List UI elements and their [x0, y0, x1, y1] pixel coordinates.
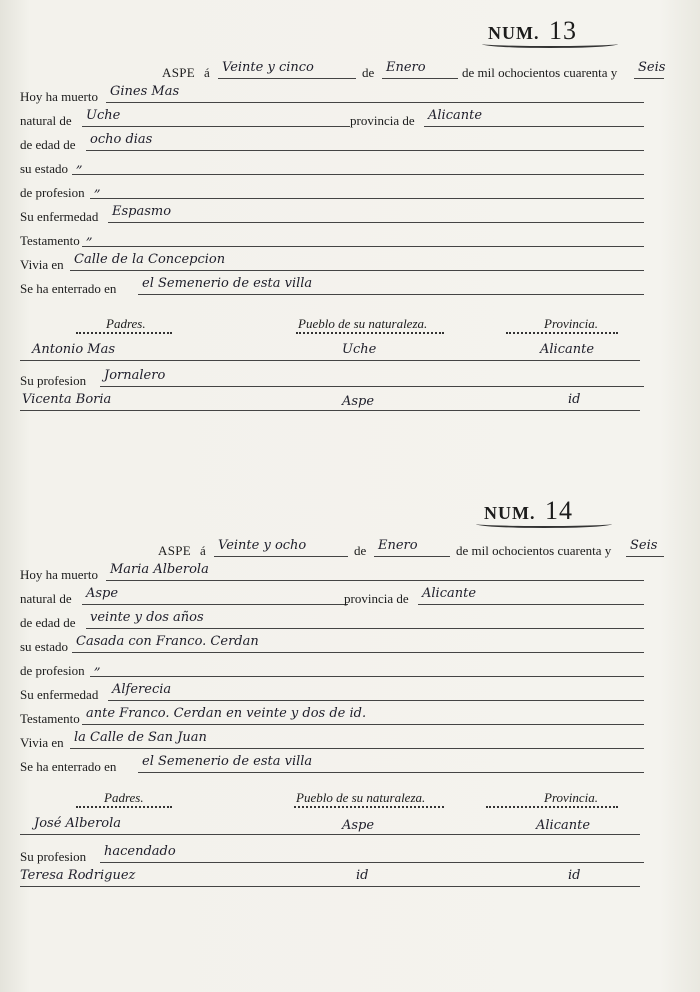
provincia-header: Provincia.	[544, 790, 599, 805]
natural-field: Uche	[82, 108, 350, 127]
month-field: Enero	[374, 538, 450, 557]
edad-label: de edad de	[20, 137, 76, 152]
profesion-row	[20, 180, 640, 202]
deceased-name: Maria Alberola	[106, 562, 644, 581]
enfermedad-label: Su enfermedad	[20, 209, 99, 224]
padres-header: Padres.	[106, 316, 146, 331]
num-underline	[482, 40, 618, 48]
deceased-row	[20, 562, 640, 584]
father-name: Antonio Mas	[32, 342, 116, 357]
muerto-label: Hoy ha muerto	[20, 567, 98, 582]
vivia-label: Vivia en	[20, 735, 64, 750]
day-field: Veinte y cinco	[218, 60, 356, 79]
mother-name: Vicenta Boria	[22, 392, 112, 407]
origin-row	[20, 586, 640, 608]
enfermedad-row	[20, 682, 640, 704]
year-field: Seis	[634, 60, 664, 79]
enterrado-label: Se ha enterrado en	[20, 759, 117, 774]
father-row	[20, 814, 640, 835]
mother-name: Teresa Rodriguez	[20, 868, 136, 883]
death-record-13	[0, 0, 700, 460]
vivia-row	[20, 730, 640, 752]
estado-row	[20, 634, 640, 656]
provincia-field: Alicante	[418, 586, 644, 605]
origin-row	[20, 108, 640, 130]
num-underline	[476, 520, 612, 528]
vivia-field: Calle de la Concepcion	[70, 252, 644, 271]
de-label: de	[362, 65, 375, 80]
father-province: Alicante	[536, 818, 591, 833]
edad-label: de edad de	[20, 615, 76, 630]
year-label: de mil ochocientos cuarenta y	[462, 65, 618, 80]
a-label: á	[204, 65, 210, 80]
mother-province: id	[568, 392, 581, 407]
estado-label: su estado	[20, 639, 69, 654]
enterrado-field: el Semenerio de esta villa	[138, 754, 644, 773]
a-label: á	[200, 543, 206, 558]
profesion-row	[20, 658, 640, 680]
profesion-label: de profesion	[20, 185, 85, 200]
day-field: Veinte y ocho	[214, 538, 348, 557]
num-value: 14	[545, 496, 573, 525]
provincia-field: Alicante	[424, 108, 644, 127]
father-profesion: Jornalero	[100, 368, 644, 387]
enfermedad-label: Su enfermedad	[20, 687, 99, 702]
testamento-label: Testamento	[20, 711, 80, 726]
year-field: Seis	[626, 538, 664, 557]
death-record-14	[0, 480, 700, 940]
num-value: 13	[549, 16, 577, 45]
enterrado-row	[20, 754, 640, 776]
father-name: José Alberola	[34, 816, 122, 831]
age-row	[20, 610, 640, 632]
deceased-name: Gines Mas	[106, 84, 644, 103]
father-profesion: hacendado	[100, 844, 644, 863]
edad-field: veinte y dos años	[86, 610, 644, 629]
su-profesion-label: Su profesion	[20, 849, 87, 864]
natural-field: Aspe	[82, 586, 348, 605]
mother-row	[20, 866, 640, 887]
header-rule	[296, 330, 444, 334]
pueblo-header: Pueblo de su naturaleza.	[296, 790, 426, 805]
pueblo-header: Pueblo de su naturaleza.	[298, 316, 428, 331]
mother-town: Aspe	[342, 394, 375, 409]
muerto-label: Hoy ha muerto	[20, 89, 98, 104]
header-rule	[76, 330, 172, 334]
su-profesion-label: Su profesion	[20, 373, 87, 388]
header-rule	[76, 804, 172, 808]
father-town: Uche	[342, 342, 377, 357]
enterrado-field: el Semenerio de esta villa	[138, 276, 644, 295]
enterrado-row	[20, 276, 640, 298]
estado-label: su estado	[20, 161, 69, 176]
father-province: Alicante	[540, 342, 595, 357]
vivia-field: la Calle de San Juan	[70, 730, 644, 749]
mother-province: id	[568, 868, 581, 883]
profesion-field: „	[90, 658, 644, 677]
deceased-row	[20, 84, 640, 106]
enfermedad-field: Alferecia	[108, 682, 644, 701]
header-rule	[294, 804, 444, 808]
provincia-label: provincia de	[350, 113, 415, 128]
month-field: Enero	[382, 60, 458, 79]
age-row	[20, 132, 640, 154]
enfermedad-row	[20, 204, 640, 226]
town-label: ASPE	[162, 65, 195, 80]
vivia-row	[20, 252, 640, 274]
testamento-row	[20, 706, 640, 728]
estado-row	[20, 156, 640, 178]
father-profesion-row	[20, 368, 640, 390]
padres-header: Padres.	[104, 790, 144, 805]
header-rule	[506, 330, 618, 334]
estado-field: „	[72, 156, 644, 175]
num-label: NUM.	[488, 23, 540, 43]
testamento-field: ante Franco. Cerdan en veinte y dos de id.	[82, 706, 644, 725]
testamento-label: Testamento	[20, 233, 80, 248]
testamento-row	[20, 228, 640, 250]
estado-field: Casada con Franco. Cerdan	[72, 634, 644, 653]
year-label: de mil ochocientos cuarenta y	[456, 543, 612, 558]
natural-label: natural de	[20, 591, 72, 606]
edad-field: ocho dias	[86, 132, 644, 151]
num-label: NUM.	[484, 503, 536, 523]
header-rule	[486, 804, 618, 808]
profesion-field: „	[90, 180, 644, 199]
mother-town: id	[356, 868, 369, 883]
vivia-label: Vivia en	[20, 257, 64, 272]
father-profesion-row	[20, 844, 640, 866]
father-town: Aspe	[342, 818, 375, 833]
natural-label: natural de	[20, 113, 72, 128]
profesion-label: de profesion	[20, 663, 85, 678]
enfermedad-field: Espasmo	[108, 204, 644, 223]
provincia-label: provincia de	[344, 591, 409, 606]
date-row	[20, 60, 666, 82]
testamento-field: „	[82, 228, 644, 247]
father-row	[20, 340, 640, 361]
mother-row	[20, 390, 640, 411]
town-label: ASPE	[158, 543, 191, 558]
enterrado-label: Se ha enterrado en	[20, 281, 117, 296]
de-label: de	[354, 543, 367, 558]
provincia-header: Provincia.	[544, 316, 599, 331]
date-row	[20, 538, 658, 560]
